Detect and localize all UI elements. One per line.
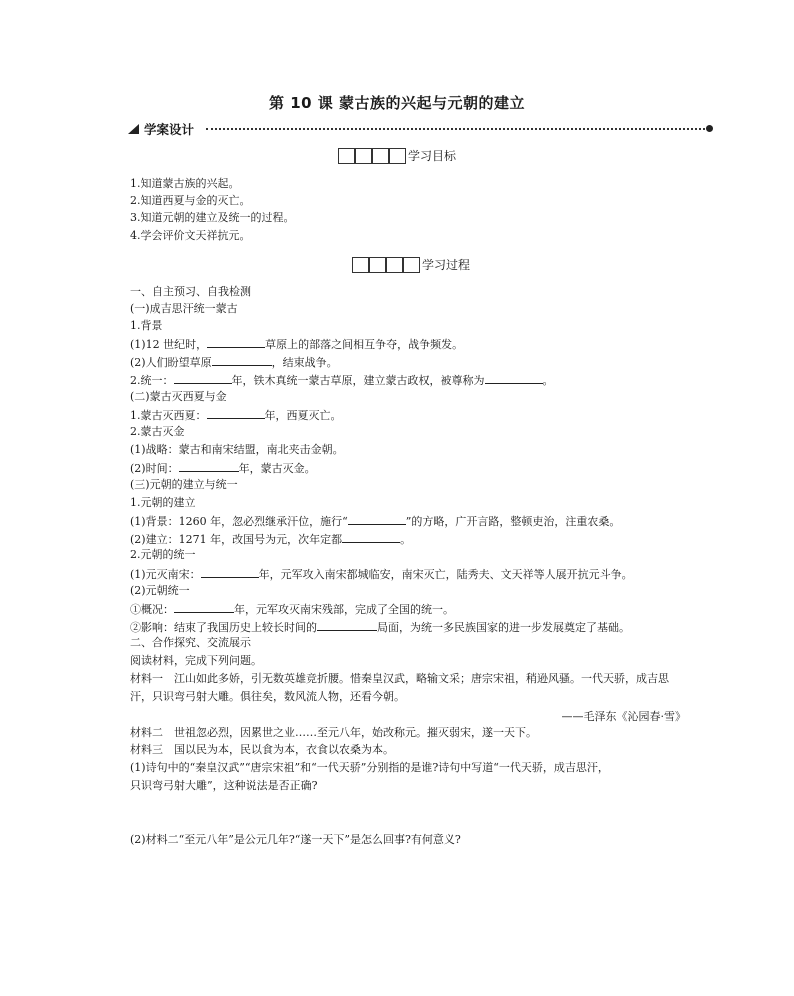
text-line: 阅读材料，完成下列问题。 bbox=[130, 654, 262, 667]
text-line: 1.背景 bbox=[130, 319, 163, 332]
goal-item: 3.知道元朝的建立及统一的过程。 bbox=[130, 211, 295, 224]
material-text: 材料二 世祖忽必烈，因累世之业……至元八年，始改称元。摧灭弱宋，遂一天下。 bbox=[130, 726, 537, 739]
text-line: 2.蒙古灭金 bbox=[130, 425, 185, 438]
fill-line: (2)建立：1271 年，改国号为元，次年定都 。 bbox=[130, 533, 412, 546]
fill-line: 1.蒙古灭西夏： 年，西夏灭亡。 bbox=[130, 409, 342, 422]
goals-heading-text: 学习目标 bbox=[408, 149, 457, 163]
dot-icon bbox=[706, 125, 713, 132]
text-line: 2.元朝的统一 bbox=[130, 548, 196, 561]
answer-blank[interactable] bbox=[179, 460, 239, 472]
answer-blank[interactable] bbox=[207, 407, 265, 419]
answer-blank[interactable] bbox=[174, 372, 232, 384]
answer-blank[interactable] bbox=[207, 336, 265, 348]
fill-line: (2)时间： 年，蒙古灭金。 bbox=[130, 462, 316, 475]
material-text: 材料一 江山如此多娇，引无数英雄竞折腰。惜秦皇汉武，略输文采；唐宗宋祖，稍逊风骚。一代天骄，成吉思 bbox=[130, 672, 669, 685]
page-title: 第 10 课 蒙古族的兴起与元朝的建立 bbox=[268, 94, 526, 112]
question-text: 只识弯弓射大雕”，这种说法是否正确? bbox=[130, 779, 318, 792]
fill-line: (1)背景：1260 年，忽必烈继承汗位，施行“ ”的方略，广开言路，整顿吏治，注重农桑。 bbox=[130, 515, 621, 528]
process-heading bbox=[352, 257, 482, 273]
question-text: (1)诗句中的“秦皇汉武”“唐宗宋祖”和“一代天骄”分别指的是谁?诗句中写道“一代天骄，成吉思汗， bbox=[130, 761, 609, 774]
process-heading-text: 学习过程 bbox=[422, 258, 471, 272]
subsection-heading: (一)成吉思汗统一蒙古 bbox=[130, 302, 238, 315]
text-line: 1.元朝的建立 bbox=[130, 496, 196, 509]
goal-item: 1.知道蒙古族的兴起。 bbox=[130, 177, 240, 190]
fill-line: ②影响：结束了我国历史上较长时间的 局面，为统一多民族国家的进一步发展奠定了基础。 bbox=[130, 621, 630, 634]
answer-blank[interactable] bbox=[342, 531, 400, 543]
answer-blank[interactable] bbox=[485, 372, 543, 384]
fill-line: (1)12 世纪时， 草原上的部落之间相互争夺，战争频发。 bbox=[130, 338, 464, 351]
dotted-divider bbox=[206, 128, 705, 130]
text-line: (1)战略：蒙古和南宋结盟，南北夹击金朝。 bbox=[130, 443, 344, 456]
answer-blank[interactable] bbox=[201, 566, 259, 578]
section-heading: 二、合作探究、交流展示 bbox=[130, 636, 251, 649]
fill-line: ①概况： 年，元军攻灭南宋残部，完成了全国的统一。 bbox=[130, 603, 454, 616]
fill-line: (2)人们盼望草原 ，结束战争。 bbox=[130, 356, 338, 369]
text-line: (2)元朝统一 bbox=[130, 584, 190, 597]
fill-line: (1)元灭南宋： 年，元军攻入南宋都城临安，南宋灭亡，陆秀夫、文天祥等人展开抗元斗争。 bbox=[130, 568, 633, 581]
goal-item: 4.学会评价文天祥抗元。 bbox=[130, 229, 251, 242]
section-heading: 一、自主预习、自我检测 bbox=[130, 285, 251, 298]
section-label: 学案设计 bbox=[144, 122, 195, 137]
goal-item: 2.知道西夏与金的灭亡。 bbox=[130, 194, 251, 207]
subsection-heading: (三)元朝的建立与统一 bbox=[130, 478, 238, 491]
answer-blank[interactable] bbox=[174, 601, 234, 613]
triangle-icon bbox=[128, 124, 139, 134]
goals-heading bbox=[338, 148, 468, 164]
answer-blank[interactable] bbox=[212, 354, 272, 366]
quote-source: ——毛泽东《沁园春·雪》 bbox=[561, 710, 686, 723]
material-text: 材料三 国以民为本，民以食为本，衣食以农桑为本。 bbox=[130, 743, 394, 756]
answer-blank[interactable] bbox=[348, 513, 406, 525]
material-text: 汗，只识弯弓射大雕。俱往矣，数风流人物，还看今朝。 bbox=[130, 690, 405, 703]
subsection-heading: (二)蒙古灭西夏与金 bbox=[130, 390, 227, 403]
answer-blank[interactable] bbox=[317, 619, 377, 631]
fill-line: 2.统一： 年，铁木真统一蒙古草原，建立蒙古政权，被尊称为 。 bbox=[130, 374, 554, 387]
section-bar bbox=[128, 121, 713, 137]
question-text: (2)材料二“至元八年”是公元几年?“遂一天下”是怎么回事?有何意义? bbox=[130, 833, 461, 846]
